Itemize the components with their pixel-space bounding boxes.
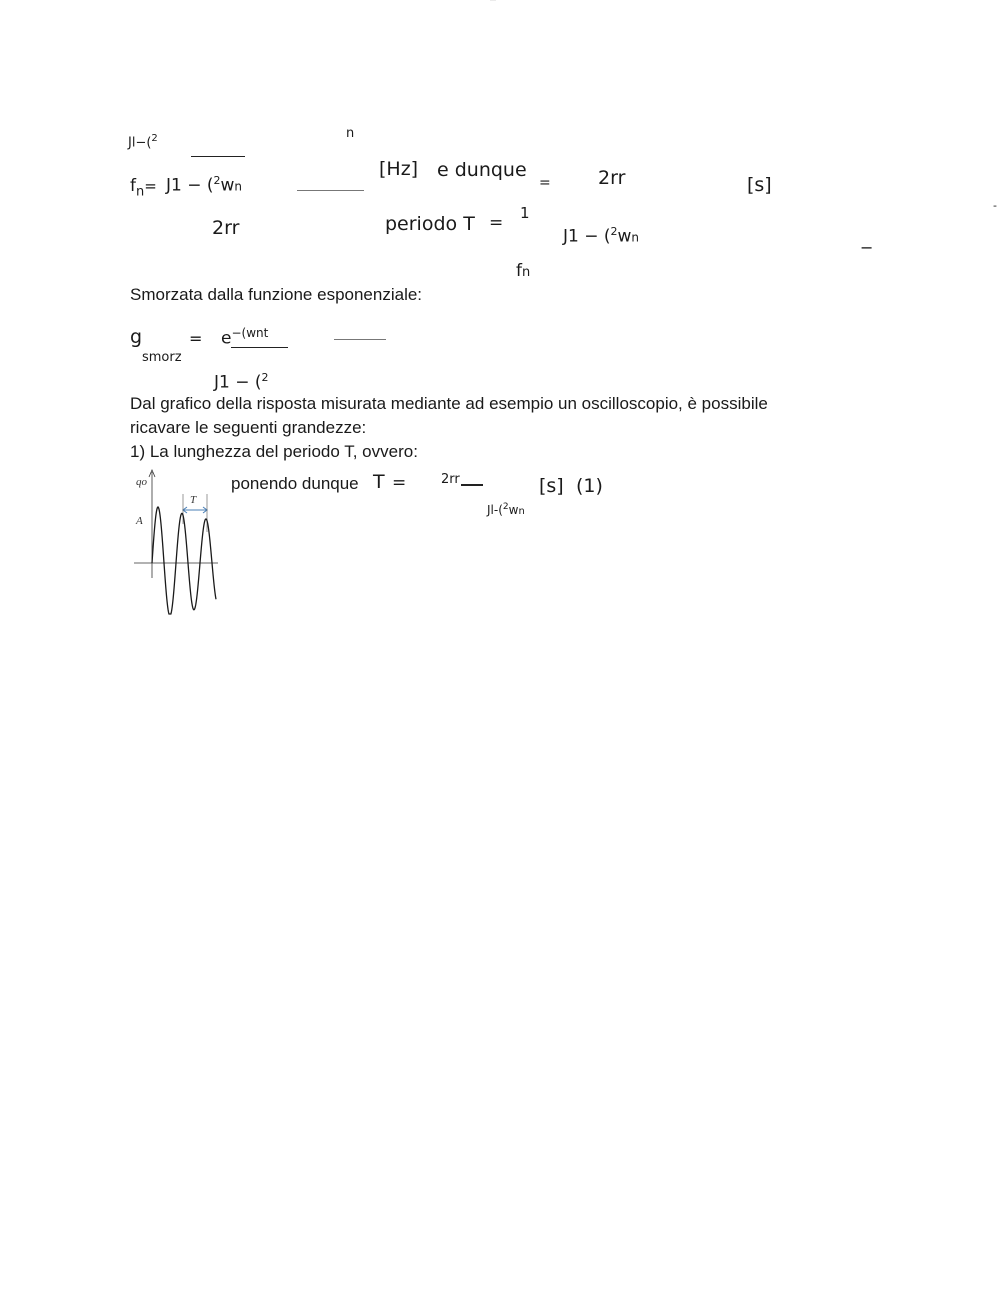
- formula1-top-rule: [191, 156, 245, 157]
- formula2-g-sub: smorz: [142, 350, 182, 365]
- graph-y-label: qo: [136, 476, 147, 488]
- formula1-periodo-eq: =: [489, 213, 504, 233]
- formula2-frac-rule: [231, 347, 288, 348]
- smorzata-heading: Smorzata dalla funzione esponenziale:: [130, 285, 423, 304]
- formula2-g: g: [130, 326, 143, 348]
- formula1-fn-bottom: fn: [516, 261, 531, 281]
- formula1-den-rhs: J1 − ($^2$wn: [563, 225, 640, 247]
- formula3-eq-number: (1): [576, 475, 603, 497]
- formula2-den: J1 − ($^2$: [214, 371, 269, 393]
- formula1-two-pi-right: 2rr: [598, 167, 626, 189]
- formula1-top-left: Jl−($^2$: [128, 133, 158, 151]
- formula1-fn-rhs: J1 − ($^2$wn: [166, 174, 243, 196]
- formula1-top-n: n: [346, 126, 355, 141]
- oscilloscope-graph: [130, 468, 222, 616]
- formula3-s-unit: [s]: [539, 475, 564, 497]
- formula1-fn-label: $f_n=$: [130, 176, 157, 200]
- paragraph-line-2: ricavare le seguenti grandezze:: [130, 418, 367, 437]
- formula1-hz-unit: [Hz]: [379, 158, 419, 180]
- formula1-one: 1: [520, 204, 530, 222]
- formula1-right-tick: -: [993, 199, 997, 212]
- formula3-frac-rule: [461, 484, 483, 486]
- formula1-e-dunque: e dunque: [437, 159, 527, 181]
- formula1-periodo: periodo T: [385, 213, 475, 235]
- graph-damped-oscillation-curve: [152, 507, 216, 614]
- formula1-s-unit: [s]: [747, 174, 772, 196]
- formula1-two-pi-left: 2rr: [212, 217, 240, 239]
- formula2-exponential: $e^{-(wnt}$: [221, 326, 269, 349]
- formula2-eq: =: [189, 329, 203, 348]
- page-header-mark: ———: [490, 0, 496, 2]
- formula1-right-dash: −: [860, 238, 874, 257]
- formula3-eq: =: [392, 473, 407, 493]
- paragraph-line-1: Dal grafico della risposta misurata mediante ad esempio un oscilloscopio, è possibile: [130, 394, 768, 413]
- list-item-1: 1) La lunghezza del periodo T, ovvero:: [130, 442, 418, 461]
- formula3-den: Jl-($^2$wn: [487, 502, 525, 517]
- formula3-T: T: [373, 471, 385, 493]
- graph-amplitude-label: A: [136, 515, 143, 527]
- formula3-num: 2rr: [441, 472, 460, 487]
- formula1-mid-rule: [297, 190, 364, 191]
- formula1-eq-small: =: [539, 175, 551, 191]
- graph-period-label: T: [190, 494, 197, 506]
- formula3-ponendo: ponendo dunque: [231, 474, 359, 493]
- formula2-side-rule: [334, 339, 386, 340]
